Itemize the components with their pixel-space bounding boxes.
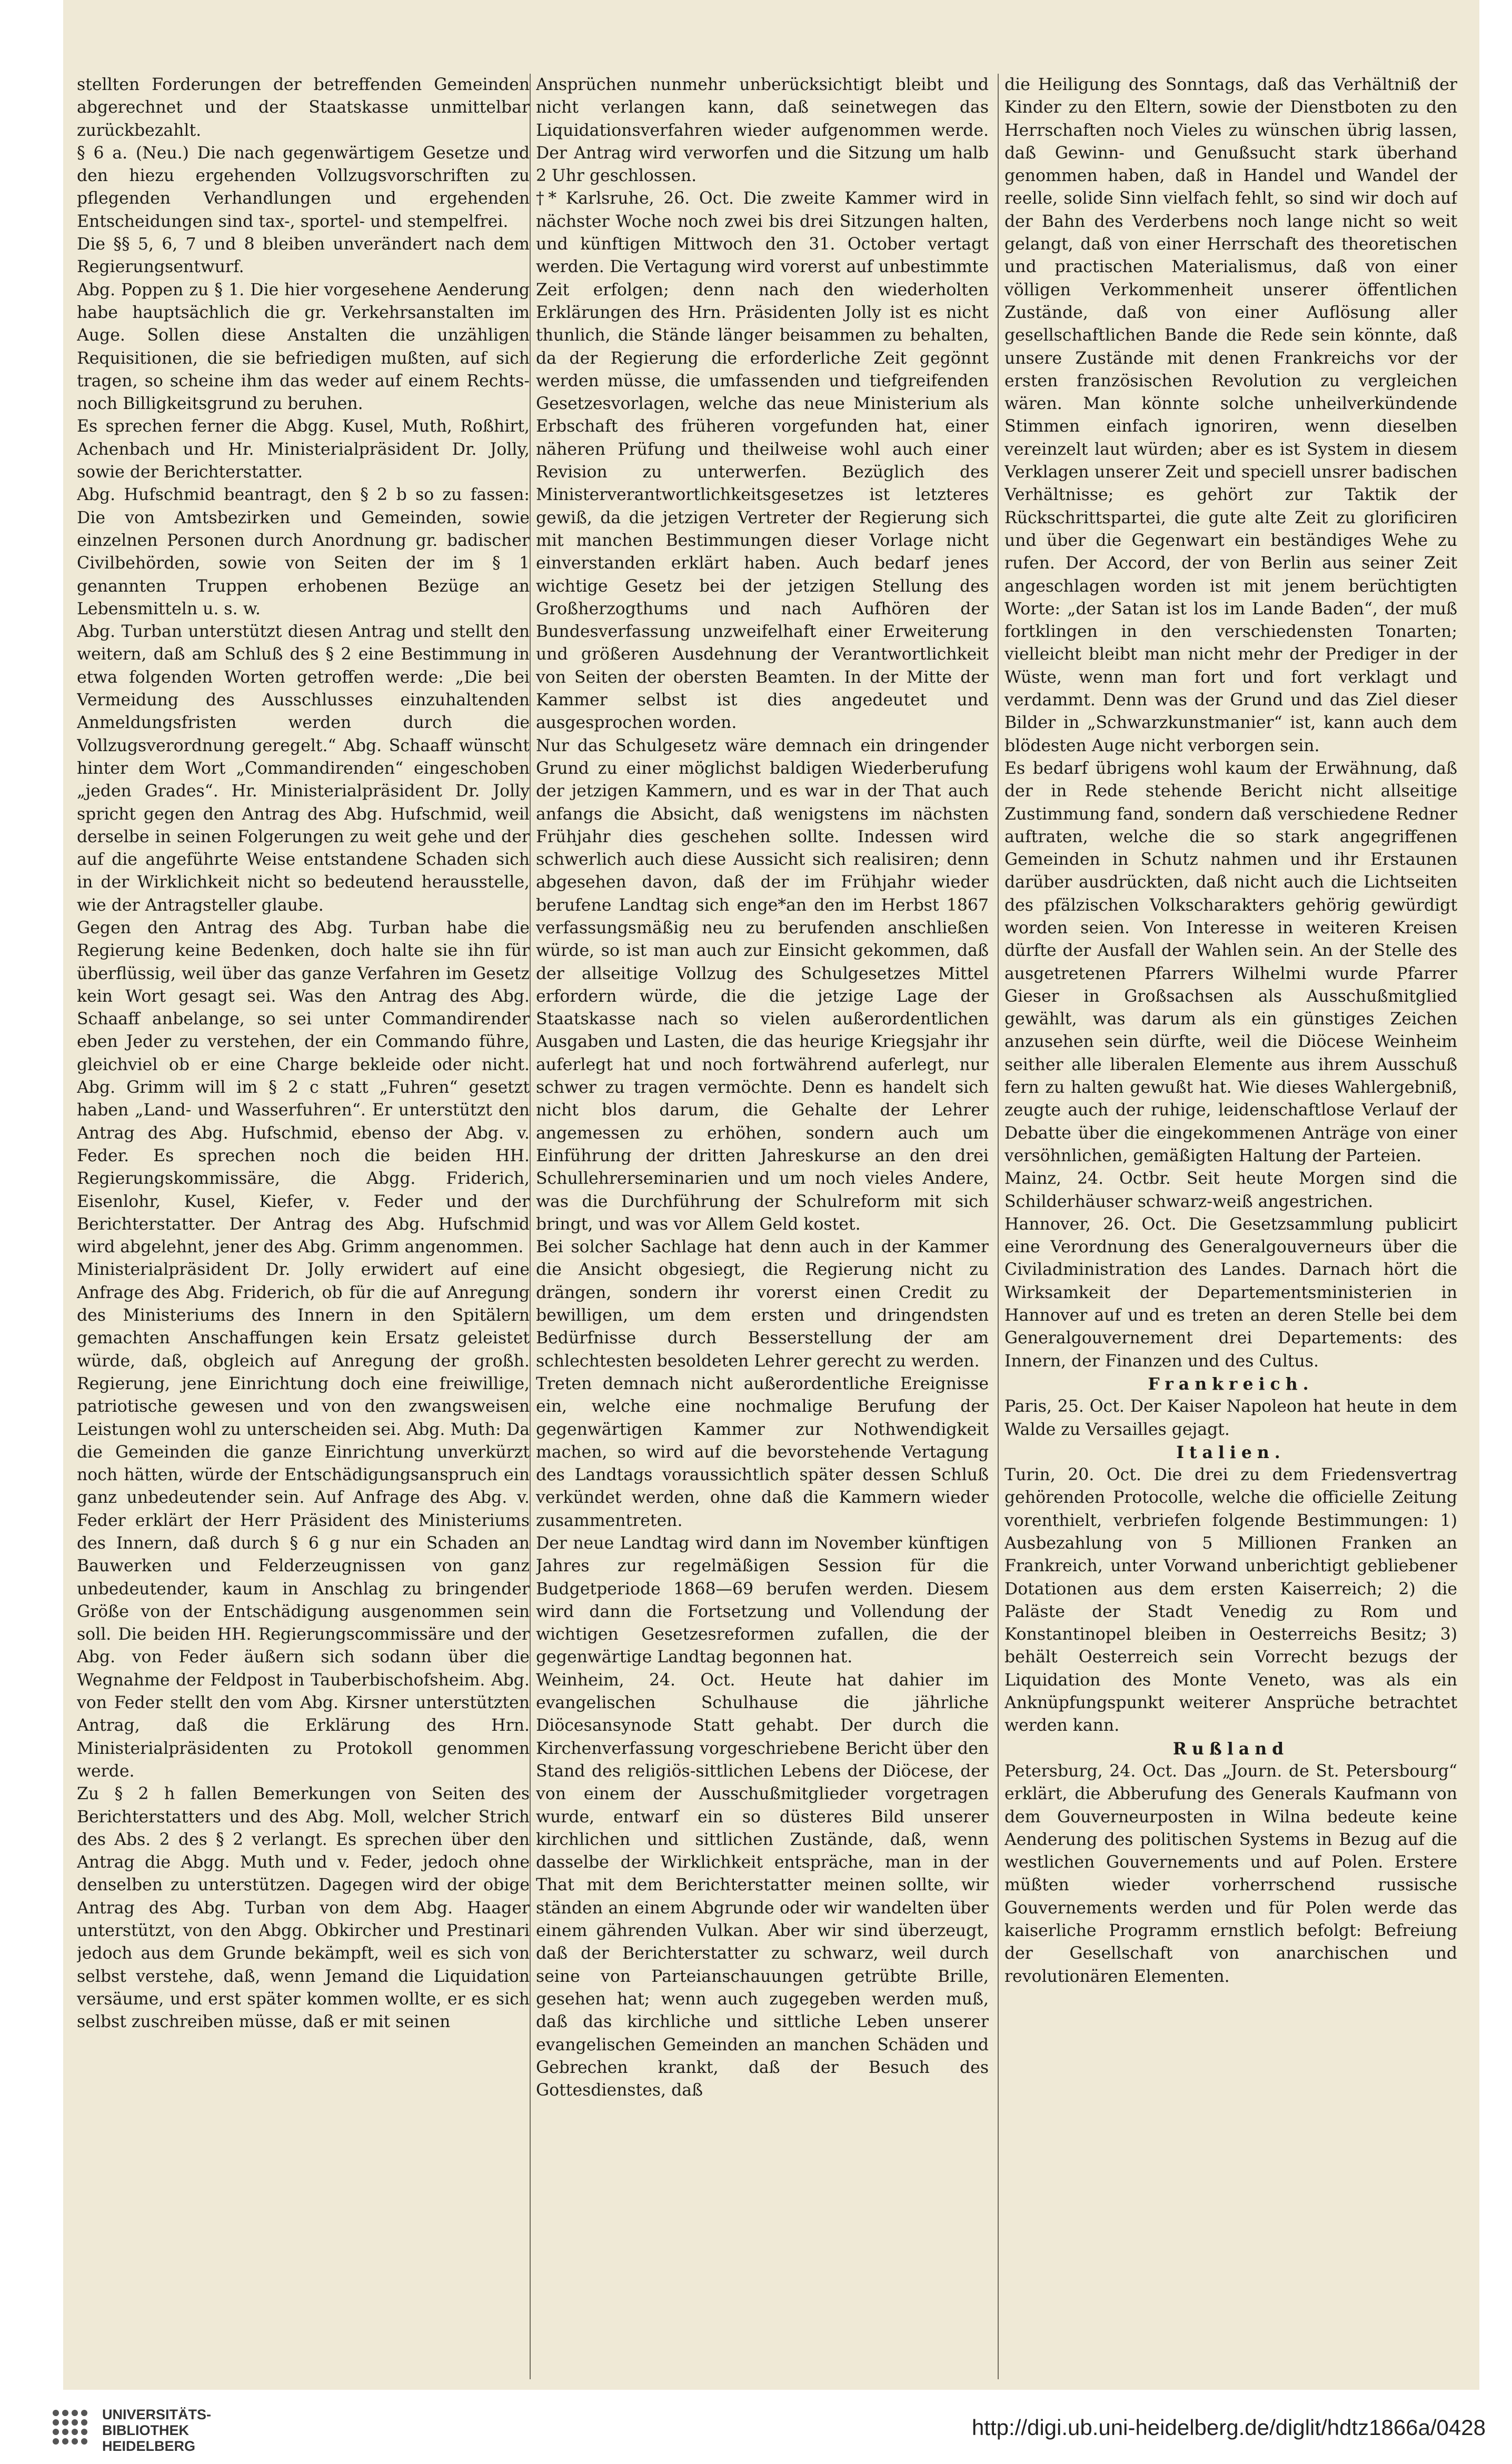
- paragraph: stellten Forderungen der betreffenden Gemeinden abgerechnet und der Staatskasse unmittelbar zurückbezahlt.: [77, 75, 530, 140]
- paragraph: Petersburg, 24. Oct. Das „Journ. de St. Petersbourg“ erklärt, die Abberufung des Generals Kaufmann von dem Gouverneurposten in Wilna bedeute keine Aenderung des politischen Systems in Bezug auf die westlichen Gouvernements und auf Polen. Erstere müßten wieder vorherrschend russische Gouvernements werden und für Polen werde das kaiserliche Programm ernstlich befolgt: Befreiung der Gesellschaft von anarchischen und revolutionären Elementen.: [1004, 1761, 1457, 1986]
- section-heading-russland: Rußland: [1172, 1739, 1289, 1759]
- paragraph: § 6 a. (Neu.) Die nach gegenwärtigem Gesetze und den hiezu ergehenden Vollzugsvorschriften zu pflegenden Verhandlungen und ergehenden Entscheidungen sind tax-, sportel- und stempelfrei.: [77, 143, 530, 231]
- paragraph: Abg. Hufschmid beantragt, den § 2 b so zu fassen: Die von Amtsbezirken und Gemeinden, sowie einzelnen Personen durch Anordnung gr. badischer Civilbehörden, sowie von Seiten der im § 1 genannten Truppen erhobenen Bezüge an Lebensmitteln u. s. w.: [77, 485, 530, 619]
- source-url[interactable]: http://digi.ub.uni-heidelberg.de/diglit/hdtz1866a/0428: [971, 2415, 1486, 2440]
- paragraph: Der neue Landtag wird dann im November künftigen Jahres zur regelmäßigen Session für die Budgetperiode 1868—69 berufen werden. Diesem wird dann die Fortsetzung und Vollendung der wichtigen Gesetzesreformen zufallen, die der gegenwärtige Landtag begonnen hat.: [536, 1534, 989, 1667]
- paragraph: Turin, 20. Oct. Die drei zu dem Friedensvertrag gehörenden Protocolle, welche die officielle Zeitung vorenthielt, verbriefen folgende Bestimmungen: 1) Ausbezahlung von 5 Millionen Franken an Frankreich, unter Vorwand unberichtigt gebliebener Dotationen aus dem ersten Kaiserreich; 2) die Paläste der Stadt Venedig zu Rom und Konstantinopel bleiben in Oesterreichs Besitz; 3) behält Oesterreich sein Vorrecht bezugs der Liquidation des Monte Veneto, was als ein Anknüpfungspunkt weiterer Ansprüche betrachtet werden kann.: [1004, 1465, 1457, 1735]
- library-name: [102, 2407, 211, 2454]
- library-name-line: UNIVERSITÄTS-: [102, 2407, 212, 2422]
- paragraph: Ansprüchen nunmehr unberücksichtigt bleibt und nicht verlangen kann, daß seinetwegen das Liquidationsverfahren wieder aufgenommen werde. Der Antrag wird verworfen und die Sitzung um halb 2 Uhr geschlossen.: [536, 75, 989, 186]
- section-heading-italien: Italien.: [1176, 1442, 1286, 1462]
- column-1: [77, 74, 530, 2379]
- paragraph: Paris, 25. Oct. Der Kaiser Napoleon hat heute in dem Walde zu Versailles gejagt.: [1004, 1397, 1457, 1439]
- paragraph: Nur das Schulgesetz wäre demnach ein dringender Grund zu einer möglichst baldigen Wiederberufung der jetzigen Kammern, und es war in der That auch anfangs die Absicht, daß wenigstens im nächsten Frühjahr dies geschehen sollte. Indessen wird schwerlich auch diese Aussicht sich realisiren; denn abgesehen davon, daß der im Frühjahr wieder berufene Landtag sich enge*an den im Herbst 1867 verfassungsmäßig neu zu berufenden anschließen würde, so ist man auch zur Einsicht gekommen, daß der allseitige Vollzug des Schulgesetzes Mittel erfordern würde, die die jetzige Lage der Staatskasse nach so vielen außerordentlichen Ausgaben und Lasten, die das heurige Kriegsjahr ihr auferlegt hat und noch fortwährend auferlegt, nur schwer zu tragen vermöchte. Denn es handelt sich nicht blos darum, die Gehalte der Lehrer angemessen zu erhöhen, sondern auch um Einführung der dritten Jahreskurse an den drei Schullehrerseminarien und um noch vieles Andere, was die Durchführung der Schulreform mit sich bringt, und was vor Allem Geld kostet.: [536, 736, 989, 1234]
- paragraph: Die §§ 5, 6, 7 und 8 bleiben unverändert nach dem Regierungsentwurf.: [77, 235, 530, 277]
- library-name-line: HEIDELBERG: [102, 2438, 196, 2454]
- column-divider: [530, 74, 531, 2379]
- paragraph: Abg. Poppen zu § 1. Die hier vorgesehene Aenderung habe hauptsächlich die gr. Verkehrsanstalten im Auge. Sollen diese Anstalten die unzähligen Requisitionen, die sie befriedigen mußten, auf sich tragen, so scheine ihm das weder auf einem Rechts- noch Billigkeitsgrund zu beruhen.: [77, 280, 530, 414]
- paragraph: Es sprechen ferner die Abgg. Kusel, Muth, Roßhirt, Achenbach und Hr. Ministerialpräsident Dr. Jolly, sowie der Berichterstatter.: [77, 417, 530, 482]
- column-3: [1004, 74, 1457, 2379]
- paragraph: Zu § 2 h fallen Bemerkungen von Seiten des Berichterstatters und des Abg. Moll, welcher Strich des Abs. 2 des § 2 verlangt. Es sprechen über den Antrag die Abgg. Muth und v. Feder, jedoch ohne denselben zu unterstützen. Dagegen wird der obige Antrag des Abg. Turban von dem Abg. Haager unterstützt, von den Abgg. Obkircher und Prestinari jedoch aus dem Grunde bekämpft, weil es sich von selbst verstehe, daß, wenn Jemand die Liquidation versäume, und erst später kommen wollte, er es sich selbst zuschreiben müsse, daß er mit seinen: [77, 1784, 530, 2032]
- section-heading-frankreich: Frankreich.: [1148, 1374, 1314, 1394]
- paragraph: Hannover, 26. Oct. Die Gesetzsammlung publicirt eine Verordnung des Generalgouverneurs über die Civiladministration des Landes. Darnach hört die Wirksamkeit der Departementsministerien in Hannover auf und es treten an deren Stelle bei dem Generalgouvernement drei Departements: des Innern, der Finanzen und des Cultus.: [1004, 1214, 1457, 1371]
- library-logo-icon: [51, 2408, 89, 2447]
- paragraph: †* Karlsruhe, 26. Oct. Die zweite Kammer wird in nächster Woche noch zwei bis drei Sitzungen halten, und künftigen Mittwoch den 31. October vertagt werden. Die Vertagung wird vorerst auf unbestimmte Zeit erfolgen; denn nach den wiederholten Erklärungen des Hrn. Präsidenten Jolly ist es nicht thunlich, die Stände länger beisammen zu behalten, da der Regierung die erforderliche Zeit gegönnt werden müsse, die umfassenden und tiefgreifenden Gesetzesvorlagen, welche das neue Ministerium als Erbschaft des früheren vorgefunden hat, einer näheren Prüfung und theilweise wohl auch einer Revision zu unterwerfen. Bezüglich des Ministerverantwortlichkeitsgesetzes ist letzteres gewiß, da die jetzigen Vertreter der Regierung sich mit manchen Bestimmungen dieser Vorlage nicht einverstanden erklärt haben. Auch bedarf jenes wichtige Gesetz bei der jetzigen Stellung des Großherzogthums und nach Aufhören der Bundesverfassung unzweifelhaft einer Erweiterung und größeren Ausdehnung der Verantwortlichkeit von Seiten der obersten Beamten. In der Mitte der Kammer selbst ist dies angedeutet und ausgesprochen worden.: [536, 189, 989, 733]
- paragraph: Mainz, 24. Octbr. Seit heute Morgen sind die Schilderhäuser schwarz-weiß angestrichen.: [1004, 1169, 1457, 1211]
- column-2: [536, 74, 989, 2379]
- paragraph: Gegen den Antrag des Abg. Turban habe die Regierung keine Bedenken, doch halte sie ihn für überflüssig, weil über das ganze Verfahren im Gesetz kein Wort gesagt sei. Was den Antrag des Abg. Schaaff anbelange, so sei unter Commandirender eben Jeder zu verstehen, der ein Commando führe, gleichviel ob er eine Charge bekleide oder nicht. Abg. Grimm will im § 2 c statt „Fuhren“ gesetzt haben „Land- und Wasserfuhren“. Er unterstützt den Antrag des Abg. Hufschmid, ebenso der Abg. v. Feder. Es sprechen noch die beiden HH. Regierungskommissäre, die Abgg. Friderich, Eisenlohr, Kusel, Kiefer, v. Feder und der Berichterstatter. Der Antrag des Abg. Hufschmid wird abgelehnt, jener des Abg. Grimm angenommen.: [77, 918, 530, 1257]
- paragraph: Treten demnach nicht außerordentliche Ereignisse ein, welche eine nochmalige Berufung der gegenwärtigen Kammer zur Nothwendigkeit machen, so wird auf die bevorstehende Vertagung des Landtags voraussichtlich später dessen Schluß verkündet werden, ohne daß die Kammern wieder zusammentreten.: [536, 1374, 989, 1530]
- paragraph: Abg. Turban unterstützt diesen Antrag und stellt den weitern, daß am Schluß des § 2 eine Bestimmung in etwa folgenden Worten getroffen werde: „Die bei Vermeidung des Ausschlusses einzuhaltenden Anmeldungsfristen werden durch die Vollzugsverordnung geregelt.“ Abg. Schaaff wünscht hinter dem Wort „Commandirenden“ eingeschoben „jeden Grades“. Hr. Ministerialpräsident Dr. Jolly spricht gegen den Antrag des Abg. Hufschmid, weil derselbe in seinen Folgerungen zu weit gehe und der auf die angeführte Weise entstandene Schaden sich in der Wirklichkeit nicht so bedeutend herausstelle, wie der Antragsteller glaube.: [77, 622, 530, 915]
- paragraph: Es bedarf übrigens wohl kaum der Erwähnung, daß der in Rede stehende Bericht nicht allseitige Zustimmung fand, sondern daß verschiedene Redner auftraten, welche die so stark angegriffenen Gemeinden in Schutz nahmen und ihr Erstaunen darüber ausdrückten, daß nicht auch die Lichtseiten des pfälzischen Volkscharakters gehörig gewürdigt worden seien. Von Interesse in weiteren Kreisen dürfte der Ausfall der Wahlen sein. An der Stelle des ausgetretenen Pfarrers Wilhelmi wurde Pfarrer Gieser in Großsachsen als Ausschußmitglied gewählt, was darum als ein günstiges Zeichen anzusehen sein dürfte, weil die Diöcese Weinheim seither alle liberalen Elemente aus ihrem Ausschuß fern zu halten gewußt hat. Wie dieses Wahlergebniß, zeugte auch der ruhige, leidenschaftlose Verlauf der Debatte über die eingekommenen Anträge von einer versöhnlichen, gemäßigten Haltung der Parteien.: [1004, 759, 1457, 1165]
- column-divider: [998, 74, 999, 2379]
- paragraph: die Heiligung des Sonntags, daß das Verhältniß der Kinder zu den Eltern, sowie der Dienstboten zu den Herrschaften noch Vieles zu wünschen übrig lassen, daß Gewinn- und Genußsucht stark überhand genommen haben, daß in Handel und Wandel der reelle, solide Sinn vielfach fehlt, so sind wir doch auf der Bahn des Verderbens noch lange nicht so weit gelangt, daß von einer Herrschaft des theoretischen und practischen Materialismus, daß von einer völligen Verkommenheit unserer öffentlichen Zustände, daß von einer Auflösung aller gesellschaftlichen Bande die Rede sein könnte, daß unsere Zustände mit denen Frankreichs vor der ersten französischen Revolution zu vergleichen wären. Man könnte solche unheilverkündende Stimmen einfach ignoriren, wenn dieselben vereinzelt laut würden; aber es ist System in diesem Verklagen unserer Zeit und speciell unsrer badischen Verhältnisse; es gehört zur Taktik der Rückschrittspartei, die gute alte Zeit zu glorificiren und über die Gegenwart ein beständiges Wehe zu rufen. Der Accord, der von Berlin aus seiner Zeit angeschlagen worden ist mit jenem berüchtigten Worte: „der Satan ist los im Lande Baden“, der muß fortklingen in den verschiedensten Tonarten; vielleicht bleibt man nicht mehr der Prediger in der Wüste, wenn man fort und fort verklagt und verdammt. Denn was der Grund und das Ziel dieser Bilder in „Schwarzkunstmanier“ ist, kann auch dem blödesten Auge nicht verborgen sein.: [1004, 75, 1457, 755]
- paragraph: Weinheim, 24. Oct. Heute hat dahier im evangelischen Schulhause die jährliche Diöcesansynode Statt gehabt. Der durch die Kirchenverfassung vorgeschriebene Bericht über den Stand des religiös-sittlichen Lebens der Diöcese, der von einem der Ausschußmitglieder vorgetragen wurde, entwarf ein so düsteres Bild unserer kirchlichen und sittlichen Zustände, daß, wenn dasselbe der Wirklichkeit entspräche, man in der That mit dem Berichterstatter meinen sollte, wir ständen an einem Abgrunde oder wir wandelten über einem gährenden Vulkan. Aber wir sind überzeugt, daß der Berichterstatter zu schwarz, weil durch seine von Parteianschauungen getrübte Brille, gesehen hat; wenn auch zugegeben werden muß, daß das kirchliche und sittliche Leben unserer evangelischen Gemeinden an manchen Schäden und Gebrechen krankt, daß der Besuch des Gottesdienstes, daß: [536, 1670, 989, 2100]
- paragraph: Bei solcher Sachlage hat denn auch in der Kammer die Ansicht obgesiegt, die Regierung nicht zu drängen, sondern ihr vorerst einen Credit zu bewilligen, um dem ersten und dringendsten Bedürfnisse durch Besserstellung der am schlechtesten besoldeten Lehrer gerecht zu werden.: [536, 1238, 989, 1371]
- library-name-line: BIBLIOTHEK: [102, 2422, 189, 2438]
- paragraph: Ministerialpräsident Dr. Jolly erwidert auf eine Anfrage des Abg. Friderich, ob für die auf Anregung des Ministeriums des Innern in den Spitälern gemachten Anschaffungen kein Ersatz geleistet würde, daß, obgleich auf Anregung der großh. Regierung, jene Einrichtung doch eine freiwillige, patriotische gewesen und von den zwangsweisen Leistungen wohl zu unterscheiden sei. Abg. Muth: Da die Gemeinden die ganze Einrichtung unverkürzt noch hätten, würde der Entschädigungsanspruch ein ganz unbedeutender sein. Auf Anfrage des Abg. v. Feder erklärt der Herr Präsident des Ministeriums des Innern, daß durch § 6 g nur ein Schaden an Bauwerken und Felderzeugnissen von ganz unbedeutender, kaum in Anschlag zu bringender Größe von der Entschädigung ausgenommen sein soll. Die beiden HH. Regierungscommissäre und der Abg. von Feder äußern sich sodann über die Wegnahme der Feldpost in Tauberbischofsheim. Abg. von Feder stellt den vom Abg. Kirsner unterstützten Antrag, daß die Erklärung des Hrn. Ministerialpräsidenten zu Protokoll genommen werde.: [77, 1260, 530, 1781]
